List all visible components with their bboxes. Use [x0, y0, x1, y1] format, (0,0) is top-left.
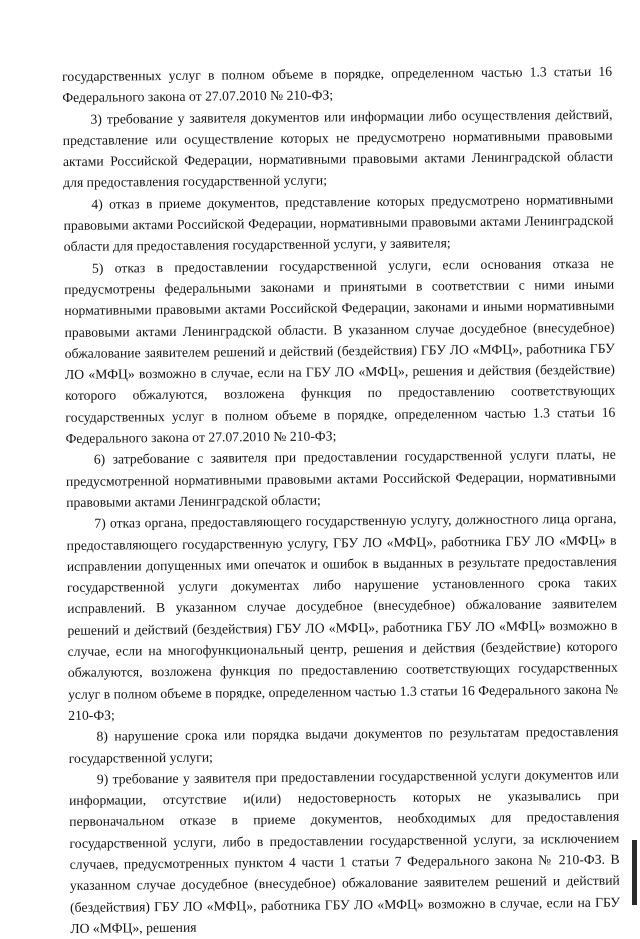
paragraph-item-6: 6) затребование с заявителя при предоставлении государственной услуги платы, не предусмотренной нормативными правовыми актами Российской Федерации, нормативными правовыми актами Ленинградской области;	[65, 447, 617, 510]
paragraph-item-3: 3) требование у заявителя документов или информации либо осуществления действий, представление или осуществление которых не предусмотрено нормативными правовыми актами Российской Федерации, нормативными правовыми актами Ленинградской области для предоставления государственной услуги;	[62, 106, 613, 191]
document-body	[62, 61, 620, 939]
paragraph-item-8: 8) нарушение срока или порядка выдачи документов по результатам предоставления государственной услуги;	[68, 723, 619, 766]
paragraph-item-4: 4) отказ в приеме документов, представление которых предусмотрено нормативными правовыми актами Российской Федерации, нормативными правовыми актами Ленинградской области для предоставления государственной услуги, у заявителя;	[63, 191, 614, 255]
paragraph-continuation: государственных услуг в полном объеме в порядке, определенном частью 1.3 статьи 16 Федерального закона от 27.07.2010 № 210-ФЗ;	[62, 63, 613, 106]
paragraph-item-7: 7) отказ органа, предоставляющего государственную услугу, должностного лица органа, предоставляющего государственную услугу, ГБУ ЛО «МФЦ», работника ГБУ ЛО «МФЦ» в исправлении допущенных ими опечаток и ошибок в выданных в результате предоставления государственной услуги документах либо нарушение установленного срока таких исправлений. В указанном случае досудебное (внесудебное) обжалование заявителем решений и действий (бездействия) ГБУ ЛО «МФЦ», работника ГБУ ЛО «МФЦ» возможно в случае, если на многофункциональный центр, решения и действия (бездействие) которого обжалуются, возложена функция по предоставлению соответствующих государственных услуг в полном объеме в порядке, определенном частью 1.3 статьи 16 Федерального закона № 210-ФЗ;	[66, 510, 619, 723]
paragraph-item-5: 5) отказ в предоставлении государственной услуги, если основания отказа не предусмотрены федеральными законами и принятыми в соответствии с ними иными нормативными правовыми актами Российской Федерации, законами и иными нормативными правовыми актами Ленинградской области. В указанном случае досудебное (внесудебное) обжалование заявителем решений и действий (бездействия) ГБУ ЛО «МФЦ», работника ГБУ ЛО «МФЦ» возможно в случае, если на ГБУ ЛО «МФЦ», решения и действия (бездействие) которого обжалуются, возложена функция по предоставлению соответствующих государственных услуг в полном объеме в порядке, определенном частью 1.3 статьи 16 Федерального закона от 27.07.2010 № 210-ФЗ;	[64, 255, 616, 447]
scan-edge-shadow	[632, 840, 637, 905]
paragraph-item-9: 9) требование у заявителя при предоставлении государственной услуги документов или информации, отсутствие и(или) недостоверность которых не указывались при первоначальном отказе в приеме документов, необходимых для предоставления государственной услуги, либо в предоставлении государственной услуги, за исключением случаев, предусмотренных пунктом 4 части 1 статьи 7 Федерального закона № 210-ФЗ. В указанном случае досудебное (внесудебное) обжалование заявителем решений и действий (бездействия) ГБУ ЛО «МФЦ», работника ГБУ ЛО «МФЦ» возможно в случае, если на ГБУ ЛО «МФЦ», решения	[68, 766, 621, 936]
